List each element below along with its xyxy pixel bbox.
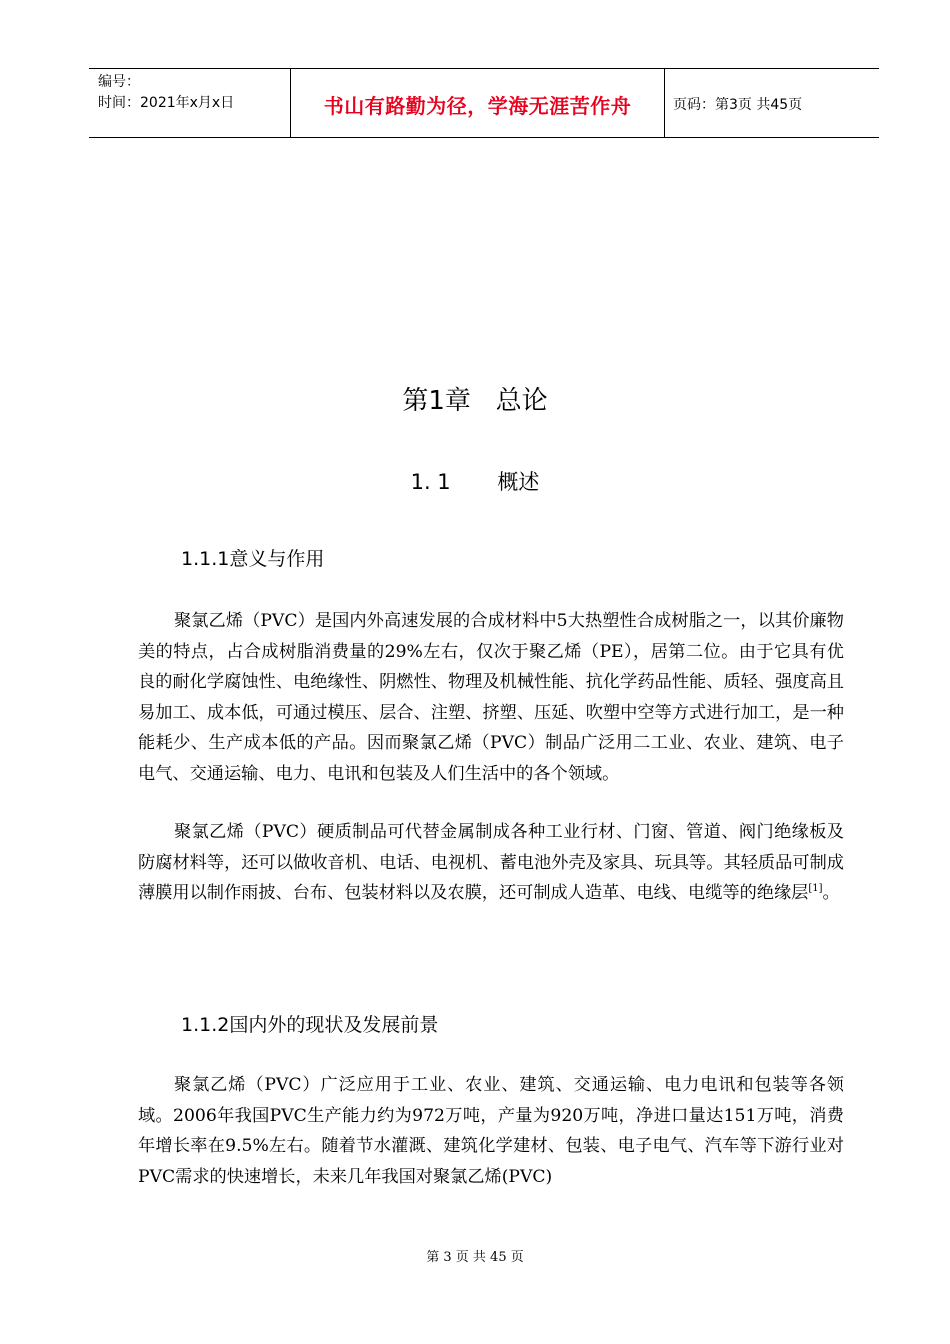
page-header [89,68,879,138]
page-info: 页码：第3页 共45页 [673,97,803,113]
header-right-cell [664,69,879,137]
section-title: 1. 1 概述 [410,470,540,494]
paragraph-1: 聚氯乙烯（PVC）是国内外高速发展的合成材料中5大热塑性合成树脂之一，以其价廉物美的特点，占合成树脂消费量的29%左右，仅次于聚乙烯（PE），居第二位。由于它具有优良的耐化学腐蚀性、电绝缘性、阴燃性、物理及机械性能、抗化学药品性能、质轻、强度高且易加工、成本低，可通过模压、层合、注塑、挤塑、压延、吹塑中空等方式进行加工，是一种能耗少、生产成本低的产品。因而聚氯乙烯（PVC）制品广泛用二工业、农业、建筑、电子电气、交通运输、电力、电讯和包装及人们生活中的各个领域。 [138,611,844,784]
chapter-title: 第1章 总论 [402,386,548,416]
number-label: 编号： [98,74,140,90]
time-label: 时间：2021年x月x日 [98,95,235,111]
header-left-cell [89,69,290,137]
paragraph-2-text: 聚氯乙烯（PVC）硬质制品可代替金属制成各种工业行材、门窗、管道、阀门绝缘板及防腐材料等，还可以做收音机、电话、电视机、蓄电池外壳及家具、玩具等。其轻质品可制成薄膜用以制作雨披、台布、包装材料以及农膜，还可制成人造革、电线、电缆等的绝缘层 [138,822,844,903]
citation-ref[interactable]: [1] [808,883,823,894]
paragraph-2-end: 。 [822,883,840,903]
subsection-title-1-1-2: 1.1.2国内外的现状及发展前景 [181,1014,439,1036]
page-footer: 第 3 页 共 45 页 [426,1250,524,1265]
paragraph-2 [138,817,844,909]
paragraph-3: 聚氯乙烯（PVC）广泛应用于工业、农业、建筑、交通运输、电力电讯和包装等各领域。2006年我国PVC生产能力约为972万吨，产量为920万吨，净进口量达151万吨，消费年增长率在9.5%左右。随着节水灌溉、建筑化学建材、包装、电子电气、汽车等下游行业对PVC需求的快速增长，未来几年我国对聚氯乙烯(PVC) [138,1075,844,1187]
motto-text: 书山有路勤为径，学海无涯苦作舟 [323,94,632,118]
subsection-title-1-1-1: 1.1.1意义与作用 [181,548,325,570]
header-motto-cell [290,69,665,137]
